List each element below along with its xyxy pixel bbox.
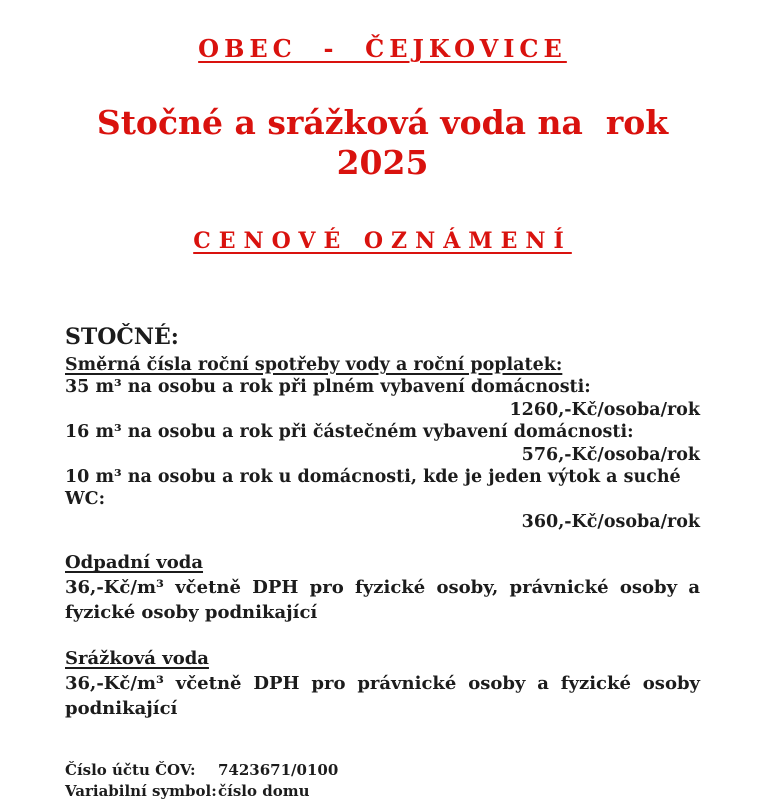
document-header xyxy=(65,0,700,255)
rate-price-full-equipment: 1260,-Kč/osoba/rok xyxy=(509,399,700,420)
rate-description-partial-equipment: 16 m³ na osobu a rok při částečném vybavení domácnosti: xyxy=(65,422,634,443)
variable-symbol-row xyxy=(65,781,700,802)
rate-description-single-outlet: 10 m³ na osobu a rok u domácnosti, kde je jeden výtok a suché WC: xyxy=(65,467,681,510)
stocne-heading: STOČNÉ: xyxy=(65,324,179,350)
variable-symbol-value: číslo domu xyxy=(218,782,310,801)
srazkova-voda-heading: Srážková voda xyxy=(65,648,209,670)
rate-description-full-equipment: 35 m³ na osobu a rok při plném vybavení domácnosti: xyxy=(65,377,591,398)
rate-price-partial-equipment: 576,-Kč/osoba/rok xyxy=(521,444,700,465)
document-subtitle: CENOVÉ OZNÁMENÍ xyxy=(193,228,572,254)
srazkova-voda-text-line2: podnikající xyxy=(65,698,178,720)
section-odpadni-voda xyxy=(65,551,700,625)
stocne-intro-line: Směrná čísla roční spotřeby vody a roční poplatek: xyxy=(65,355,563,375)
account-number-label: Číslo účtu ČOV: xyxy=(65,761,196,780)
variable-symbol-label: Variabilní symbol: xyxy=(65,782,217,801)
rate-price-single-outlet: 360,-Kč/osoba/rok xyxy=(521,511,700,532)
odpadni-voda-text-line1: 36,-Kč/m³ včetně DPH pro fyzické osoby, právnické osoby a xyxy=(65,577,700,599)
document-title: Stočné a srážková voda na rok 2025 xyxy=(96,103,692,182)
section-stocne xyxy=(65,325,700,533)
srazkova-voda-text-line1: 36,-Kč/m³ včetně DPH pro právnické osoby a fyzické osoby xyxy=(65,673,700,695)
municipality-heading: OBEC - ČEJKOVICE xyxy=(198,34,567,63)
account-info-block xyxy=(65,760,700,802)
account-number-value: 7423671/0100 xyxy=(218,761,339,780)
odpadni-voda-text-line2: fyzické osoby podnikající xyxy=(65,602,318,624)
section-srazkova-voda xyxy=(65,647,700,721)
odpadni-voda-heading: Odpadní voda xyxy=(65,552,204,574)
account-number-row xyxy=(65,760,700,781)
